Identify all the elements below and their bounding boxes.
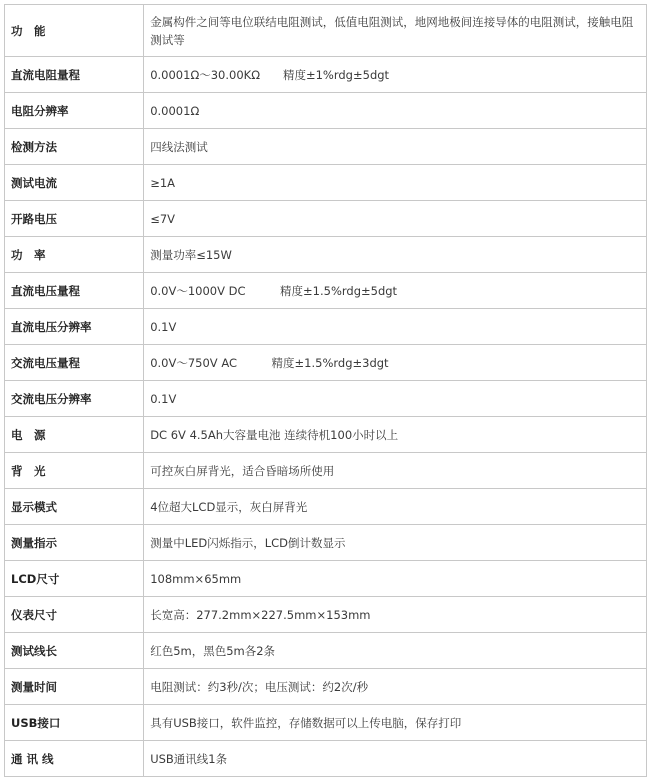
table-row (5, 93, 647, 129)
table-row (5, 561, 647, 597)
row-value: 可控灰白屏背光，适合昏暗场所使用 (144, 453, 647, 489)
spec-table-body (5, 5, 647, 777)
row-label: 交流电压分辨率 (5, 381, 144, 417)
row-value: 电阻测试：约3秒/次；电压测试：约2次/秒 (144, 669, 647, 705)
row-value: 测量功率≤15W (144, 237, 647, 273)
row-value: 108mm×65mm (144, 561, 647, 597)
table-row (5, 597, 647, 633)
table-row (5, 309, 647, 345)
row-value: 四线法测试 (144, 129, 647, 165)
row-value: 金属构件之间等电位联结电阻测试，低值电阻测试，地网地极间连接导体的电阻测试，接触电阻测试等 (144, 5, 647, 57)
table-row (5, 525, 647, 561)
table-row (5, 165, 647, 201)
row-label: 直流电压量程 (5, 273, 144, 309)
table-row (5, 453, 647, 489)
table-row (5, 345, 647, 381)
row-value: USB通讯线1条 (144, 741, 647, 777)
row-value: ≤7V (144, 201, 647, 237)
row-label: 显示模式 (5, 489, 144, 525)
row-value: 4位超大LCD显示，灰白屏背光 (144, 489, 647, 525)
row-label: 测试电流 (5, 165, 144, 201)
row-label: 电 源 (5, 417, 144, 453)
table-row (5, 273, 647, 309)
row-label: LCD尺寸 (5, 561, 144, 597)
row-label: 检测方法 (5, 129, 144, 165)
row-label: 测量时间 (5, 669, 144, 705)
table-row (5, 741, 647, 777)
row-value: ≥1A (144, 165, 647, 201)
row-label: 功 率 (5, 237, 144, 273)
row-label: 开路电压 (5, 201, 144, 237)
table-row (5, 705, 647, 741)
row-value: 0.0001Ω～30.00KΩ 精度±1%rdg±5dgt (144, 57, 647, 93)
row-value: 长宽高：277.2mm×227.5mm×153mm (144, 597, 647, 633)
row-label: 直流电阻量程 (5, 57, 144, 93)
table-row (5, 669, 647, 705)
table-row (5, 5, 647, 57)
row-value: 0.1V (144, 381, 647, 417)
table-row (5, 201, 647, 237)
table-row (5, 129, 647, 165)
row-label: 直流电压分辨率 (5, 309, 144, 345)
row-value: 0.0001Ω (144, 93, 647, 129)
row-label: 通 讯 线 (5, 741, 144, 777)
row-label: 功 能 (5, 5, 144, 57)
row-label: 仪表尺寸 (5, 597, 144, 633)
table-row (5, 417, 647, 453)
table-row (5, 633, 647, 669)
row-label: 电阻分辨率 (5, 93, 144, 129)
row-value: 0.1V (144, 309, 647, 345)
row-label: 背 光 (5, 453, 144, 489)
table-row (5, 237, 647, 273)
row-value: 0.0V～1000V DC 精度±1.5%rdg±5dgt (144, 273, 647, 309)
row-value: DC 6V 4.5Ah大容量电池 连续待机100小时以上 (144, 417, 647, 453)
table-row (5, 57, 647, 93)
row-value: 红色5m，黑色5m各2条 (144, 633, 647, 669)
spec-table (4, 4, 647, 777)
row-label: 测量指示 (5, 525, 144, 561)
table-row (5, 381, 647, 417)
row-label: USB接口 (5, 705, 144, 741)
row-value: 具有USB接口，软件监控，存储数据可以上传电脑，保存打印 (144, 705, 647, 741)
table-row (5, 489, 647, 525)
row-value: 测量中LED闪烁指示，LCD倒计数显示 (144, 525, 647, 561)
row-value: 0.0V～750V AC 精度±1.5%rdg±3dgt (144, 345, 647, 381)
row-label: 交流电压量程 (5, 345, 144, 381)
row-label: 测试线长 (5, 633, 144, 669)
